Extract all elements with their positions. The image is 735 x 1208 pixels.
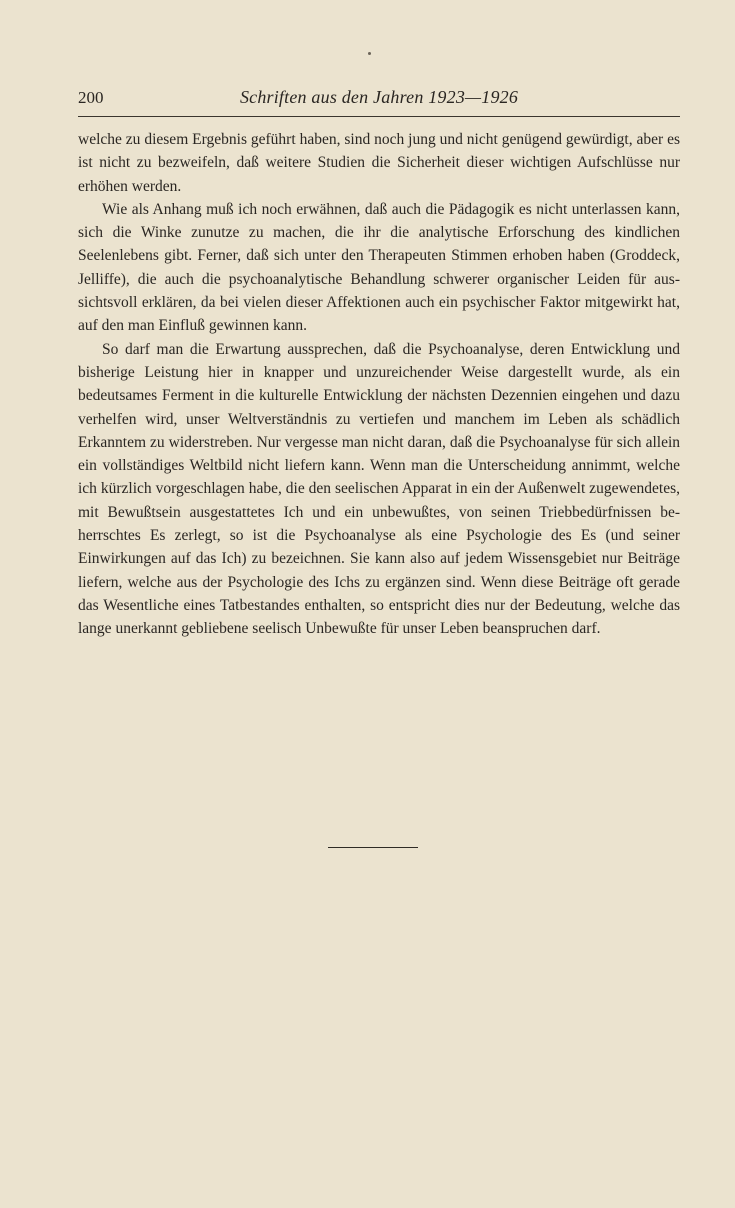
page-number: 200 [78, 88, 104, 107]
running-title: Schriften aus den Jahren 1923—1926 [239, 87, 519, 107]
paragraph-3: So darf man die Erwartung aussprechen, daß die Psychoanalyse, deren Entwicklung und bisherige Leistung hier in knapper und unzureichender Weise dargestellt wurde, als ein bedeutsames Ferment in die kulturelle Entwicklung der nächsten Dezennien eingehen und dazu verhelfen wird, unser Weltverständnis zu vertiefen und manchem im Leben als schädlich Erkanntem zu widerstreben. Nur vergesse man nicht daran, daß die Psychoanalyse für sich allein ein vollständiges Weltbild nicht liefern kann. Wenn man die Unterscheidung annimmt, welche ich kürzlich vorgeschlagen habe, die den seelischen Apparat in ein der Außenwelt zugewendetes, mit Bewußtsein ausgestattetes Ich und ein unbewußtes, von seinen Triebbedürfnissen beherrschtes Es zerlegt, so ist die Psychoanalyse als eine Psychologie des Es (und seiner Einwirkungen auf das Ich) zu bezeichnen. Sie kann also auf jedem Wissensgebiet nur Beiträge liefern, welche aus der Psychologie des Ichs zu ergänzen sind. Wenn diese Beiträge oft gerade das Wesentliche eines Tatbestandes enthalten, so entspricht dies nur der Bedeutung, welche das lange unerkannt gebliebene seelisch Unbewußte für unser Leben beanspruchen darf. [78, 340, 680, 638]
print-speck [368, 52, 371, 55]
header-rule [78, 116, 680, 117]
paragraph-2: Wie als Anhang muß ich noch erwähnen, daß auch die Pädagogik es nicht unterlassen kann, sich die Winke zunutze zu machen, die ihr die analytische Erforschung des kindlichen Seelenlebens gibt. Ferner, daß sich unter den Therapeuten Stimmen erhoben haben (Groddeck, Jelliffe), die auch die psychoanalytische Behandlung schwerer organischer Leiden für aussichtsvoll erklären, da bei vielen dieser Affektionen auch ein psychischer Faktor mitgewirkt hat, auf den man Einfluß gewinnen kann. [78, 200, 680, 335]
body-text [78, 128, 680, 641]
paragraph-1: welche zu diesem Ergebnis geführt haben, sind noch jung und nicht genügend gewürdigt, aber es ist nicht zu bezweifeln, daß weitere Studien die Sicherheit dieser wichtigen Aufschlüsse nur erhöhen werden. [78, 131, 680, 195]
running-head [78, 86, 680, 112]
end-rule [328, 847, 418, 848]
